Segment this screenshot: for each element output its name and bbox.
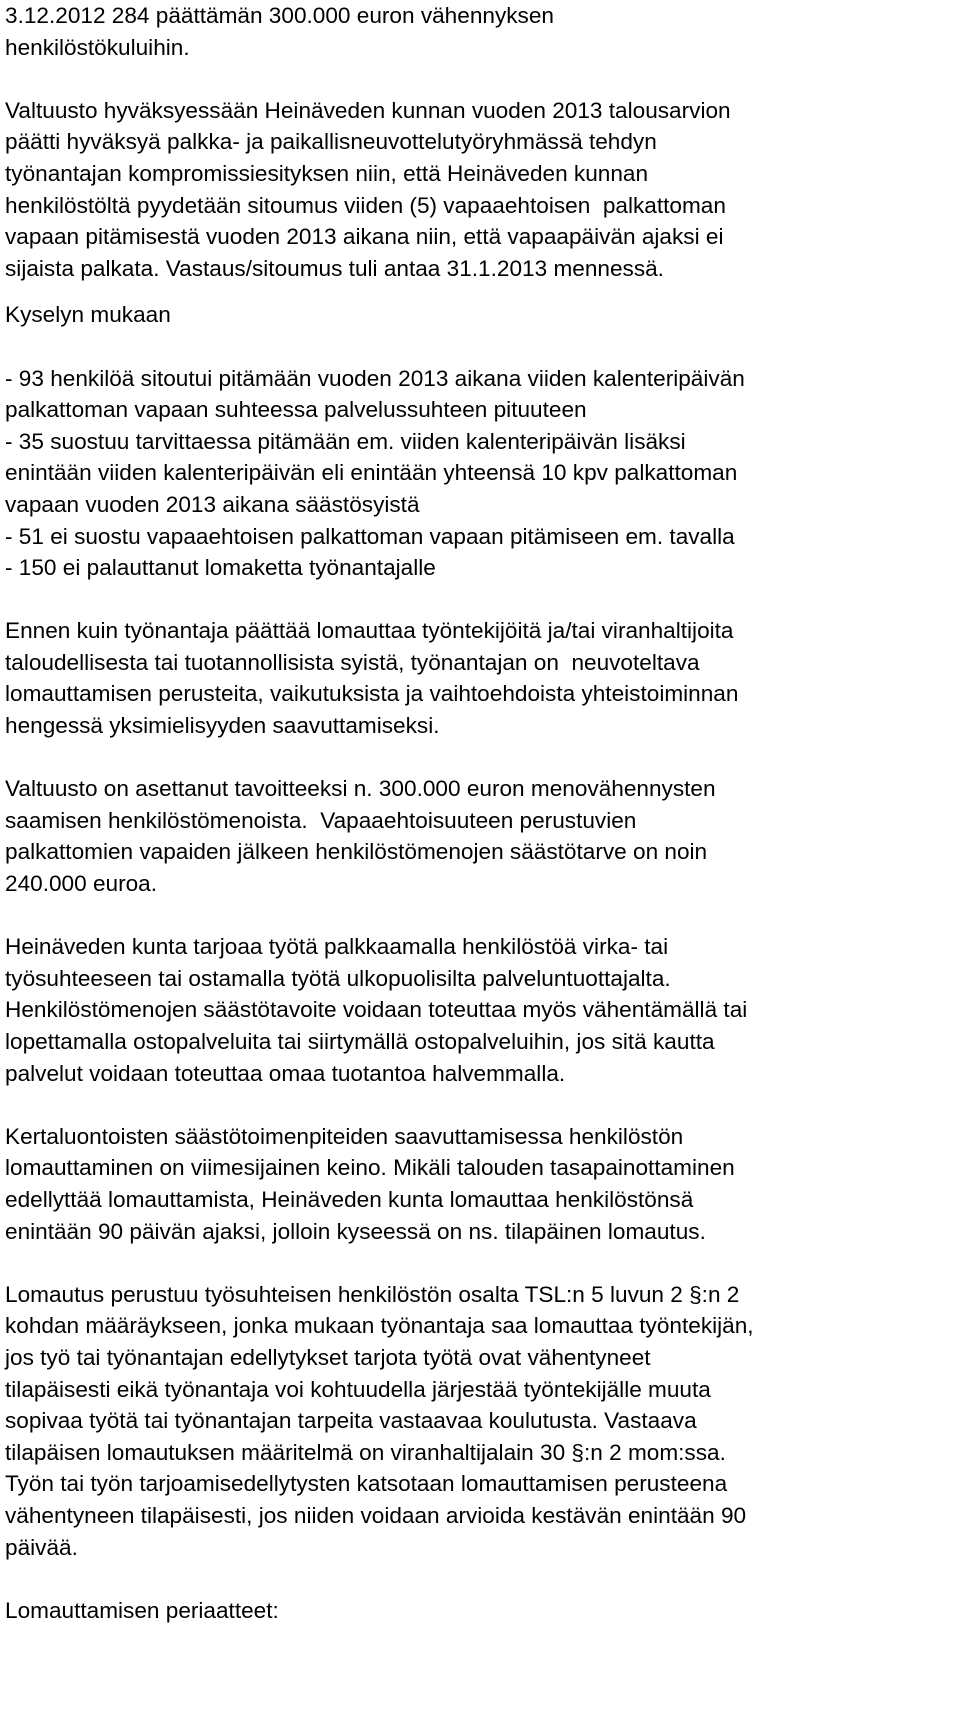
text-line: Valtuusto on asettanut tavoitteeksi n. 300.000 euron menovähennysten (5, 776, 716, 802)
text-line: saamisen henkilöstömenoista. Vapaaehtoisuuteen perustuvien (5, 807, 637, 833)
text-line: Lomautus perustuu työsuhteisen henkilöstön osalta TSL:n 5 luvun 2 §:n 2 (5, 1281, 740, 1307)
text-line: vapaan pitämisestä vuoden 2013 aikana niin, että vapaapäivän ajaksi ei (5, 224, 724, 250)
text-line: vähentyneen tilapäisesti, jos niiden voidaan arvioida kestävän enintään 90 (5, 1502, 747, 1528)
section-heading-layoff-principles (5, 1595, 955, 1627)
text-line: hengessä yksimielisyyden saavuttamiseksi. (5, 713, 440, 739)
text-line: palkattomien vapaiden jälkeen henkilöstömenojen säästötarve on noin (5, 839, 708, 865)
text-line: päivää. (5, 1534, 78, 1560)
list-item: - 150 ei palauttanut lomaketta työnantajalle (5, 555, 436, 581)
text-line: henkilöstökuluihin. (5, 34, 190, 60)
text-line: työnantajan kompromissiesityksen niin, että Heinäveden kunnan (5, 160, 649, 186)
text-line: työsuhteeseen tai ostamalla työtä ulkopuolisilta palveluntuottajalta. (5, 965, 671, 991)
text-line: Kyselyn mukaan (5, 302, 171, 328)
text-line: jos työ tai työnantajan edellytykset tarjota työtä ovat vähentyneet (5, 1344, 651, 1370)
paragraph-council-approval (5, 95, 955, 285)
paragraph-legal-basis (5, 1279, 955, 1563)
text-line: palkattoman vapaan suhteessa palvelussuhteen pituuteen (5, 397, 587, 423)
text-line: sijaista palkata. Vastaus/sitoumus tuli antaa 31.1.2013 mennessä. (5, 255, 664, 281)
text-line: Kertaluontoisten säästötoimenpiteiden saavuttamisessa henkilöstön (5, 1123, 684, 1149)
text-line: Henkilöstömenojen säästötavoite voidaan toteuttaa myös vähentämällä tai (5, 997, 748, 1023)
text-line: vapaan vuoden 2013 aikana säästösyistä (5, 491, 420, 517)
paragraph-savings-target (5, 773, 955, 899)
paragraph-negotiation (5, 615, 955, 741)
paragraph-temporary-layoff (5, 1121, 955, 1247)
list-item: - 35 suostuu tarvittaessa pitämään em. viiden kalenteripäivän lisäksi (5, 428, 686, 454)
paragraph-survey-results (5, 363, 955, 584)
text-line: tilapäisen lomautuksen määritelmä on viranhaltijalain 30 §:n 2 mom:ssa. (5, 1439, 726, 1465)
text-line: sopivaa työtä tai työnantajan tarpeita vastaavaa koulutusta. Vastaava (5, 1408, 697, 1434)
text-line: Valtuusto hyväksyessään Heinäveden kunnan vuoden 2013 talousarvion (5, 97, 731, 123)
text-line: tilapäisesti eikä työnantaja voi kohtuudella järjestää työntekijälle muuta (5, 1376, 711, 1402)
text-line: 3.12.2012 284 päättämän 300.000 euron vähennyksen (5, 3, 554, 28)
text-line: edellyttää lomauttamista, Heinäveden kunta lomauttaa henkilöstönsä (5, 1186, 694, 1212)
text-line: palvelut voidaan toteuttaa omaa tuotantoa halvemmalla. (5, 1060, 566, 1086)
text-line: Ennen kuin työnantaja päättää lomauttaa työntekijöitä ja/tai viranhaltijoita (5, 618, 734, 644)
text-line: Lomauttamisen periaatteet: (5, 1597, 279, 1623)
paragraph-budget-decision (5, 0, 955, 63)
paragraph-municipality-services (5, 931, 955, 1089)
text-line: lomauttaminen on viimesijainen keino. Mikäli talouden tasapainottaminen (5, 1155, 735, 1181)
text-line: taloudellisesta tai tuotannollisista syistä, työnantajan on neuvoteltava (5, 649, 700, 675)
paragraph-survey-heading (5, 299, 955, 331)
text-line: kohdan määräykseen, jonka mukaan työnantaja saa lomauttaa työntekijän, (5, 1313, 754, 1339)
text-line: 240.000 euroa. (5, 871, 158, 897)
text-line: enintään 90 päivän ajaksi, jolloin kyseessä on ns. tilapäinen lomautus. (5, 1218, 706, 1244)
document-page (5, 0, 955, 1626)
text-line: päätti hyväksyä palkka- ja paikallisneuvottelutyöryhmässä tehdyn (5, 129, 657, 155)
text-line: henkilöstöltä pyydetään sitoumus viiden (5) vapaaehtoisen palkattoman (5, 192, 726, 218)
text-line: lopettamalla ostopalveluita tai siirtymällä ostopalveluihin, jos sitä kautta (5, 1029, 715, 1054)
text-line: enintään viiden kalenteripäivän eli enintään yhteensä 10 kpv palkattoman (5, 460, 738, 486)
text-line: Työn tai työn tarjoamisedellytysten katsotaan lomauttamisen perusteena (5, 1471, 728, 1497)
text-line: lomauttamisen perusteita, vaikutuksista ja vaihtoehdoista yhteistoiminnan (5, 681, 739, 707)
text-line: Heinäveden kunta tarjoaa työtä palkkaamalla henkilöstöä virka- tai (5, 934, 669, 960)
list-item: - 51 ei suostu vapaaehtoisen palkattoman vapaan pitämiseen em. tavalla (5, 523, 735, 549)
list-item: - 93 henkilöä sitoutui pitämään vuoden 2013 aikana viiden kalenteripäivän (5, 365, 745, 391)
